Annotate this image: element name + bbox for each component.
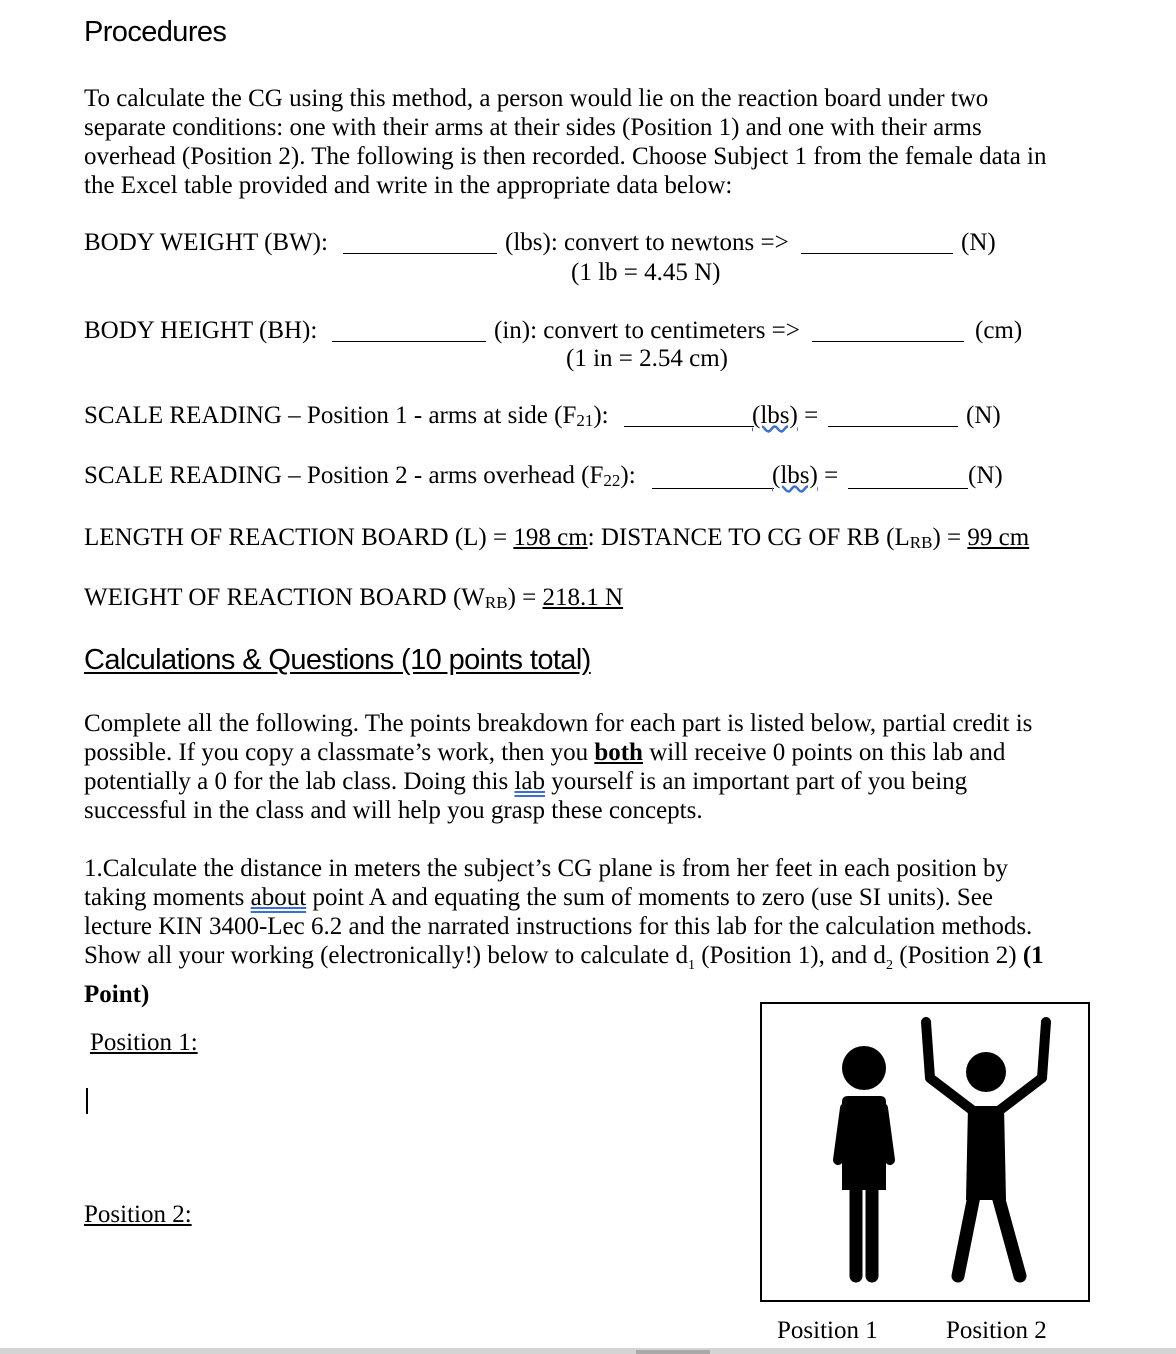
scale-reading-1-unit: (lbs) = [752, 402, 819, 429]
scrollbar-thumb[interactable] [636, 1350, 710, 1354]
intro-line: separate conditions: one with their arms at their sides (Position 1) and one with their arms [84, 114, 982, 141]
scale-reading-2-result-unit: (N) [968, 462, 1003, 489]
body-weight-newtons-blank[interactable] [801, 252, 953, 254]
body-weight-label: BODY WEIGHT (BW): [84, 229, 328, 256]
instructions-line: successful in the class and will help you grasp these concepts. [84, 797, 703, 824]
question-line: 1.Calculate the distance in meters the subject’s CG plane is from her feet in each position by [84, 855, 1009, 882]
cg-distance-value: 99 cm [967, 524, 1030, 551]
figure-caption-position-2: Position 2 [946, 1317, 1047, 1344]
position-2-label: Position 2: [84, 1201, 192, 1228]
scale-reading-1-lbs-blank[interactable] [624, 425, 754, 427]
reaction-board-length: LENGTH OF REACTION BOARD (L) = 198 cm: DISTANCE TO CG OF RB $(L_{RB}) = 99$ cm [84, 524, 1030, 552]
intro-line: To calculate the CG using this method, a person would lie on the reaction board under two [84, 85, 989, 112]
body-weight-result-unit: (N) [961, 229, 996, 256]
body-height-cm-blank[interactable] [812, 340, 964, 342]
figure-caption-position-1: Position 1 [777, 1317, 878, 1344]
question-line: Show all your working (electronically!) below to calculate $d_1$ (Position 1), and $d_2$ (Position 2) (1 [84, 942, 1044, 973]
scale-reading-2-lbs-blank[interactable] [652, 487, 774, 489]
scale-reading-2-newtons-blank[interactable] [848, 487, 968, 489]
question-1 [84, 854, 1084, 1009]
question-line: Point) [84, 981, 150, 1008]
body-height-in-blank[interactable] [332, 340, 486, 342]
horizontal-scrollbar[interactable] [0, 1348, 1176, 1354]
instructions-line: potentially a 0 for the lab class. Doing this lab yourself is an important part of you being [84, 768, 968, 795]
procedures-heading: Procedures [84, 16, 227, 48]
intro-line: the Excel table provided and write in the appropriate data below: [84, 172, 733, 199]
figure-arms-overhead-icon [926, 1022, 1046, 1276]
reaction-board-weight: WEIGHT OF REACTION BOARD $(W_{RB}) = 218.1$ N [84, 584, 624, 612]
body-height-conversion-note: (1 in = 2.54 cm) [566, 345, 728, 372]
scale-reading-1-label: SCALE READING – Position 1 - arms at side $(F_{21})$: [84, 402, 609, 430]
body-positions-illustration [762, 1004, 1088, 1300]
body-height-unit: (in): convert to centimeters => [494, 317, 800, 344]
instructions-paragraph [84, 709, 1084, 825]
length-value: 198 cm [513, 524, 588, 551]
intro-paragraph [84, 84, 1084, 200]
body-height-result-unit: (cm) [975, 317, 1023, 344]
body-weight-unit: (lbs): convert to newtons => [505, 229, 789, 256]
body-weight-lbs-blank[interactable] [343, 252, 497, 254]
weight-value: 218.1 N [542, 584, 624, 611]
instructions-line: Complete all the following. The points breakdown for each part is listed below, partial credit is [84, 710, 1033, 737]
intro-line: overhead (Position 2). The following is then recorded. Choose Subject 1 from the female data in [84, 143, 1047, 170]
body-weight-conversion-note: (1 lb = 4.45 N) [571, 259, 721, 286]
question-line: taking moments about point A and equating the sum of moments to zero (use SI units). See [84, 884, 993, 911]
scale-reading-2-unit: (lbs) = [772, 462, 839, 489]
calculations-heading: Calculations & Questions (10 points total) [84, 644, 591, 676]
figure-arms-at-side-icon [838, 1046, 890, 1276]
instructions-line: possible. If you copy a classmate’s work, then you both will receive 0 points on this lab and [84, 739, 1006, 766]
scale-reading-1-newtons-blank[interactable] [828, 425, 958, 427]
body-height-label: BODY HEIGHT (BH): [84, 317, 318, 344]
question-line: lecture KIN 3400-Lec 6.2 and the narrated instructions for this lab for the calculation methods. [84, 913, 1033, 940]
scale-reading-1-result-unit: (N) [966, 402, 1001, 429]
scale-reading-2-label: SCALE READING – Position 2 - arms overhead $(F_{22})$: [84, 462, 636, 490]
position-figure [760, 1002, 1090, 1302]
text-cursor[interactable] [86, 1088, 88, 1114]
position-1-label: Position 1: [90, 1029, 198, 1056]
